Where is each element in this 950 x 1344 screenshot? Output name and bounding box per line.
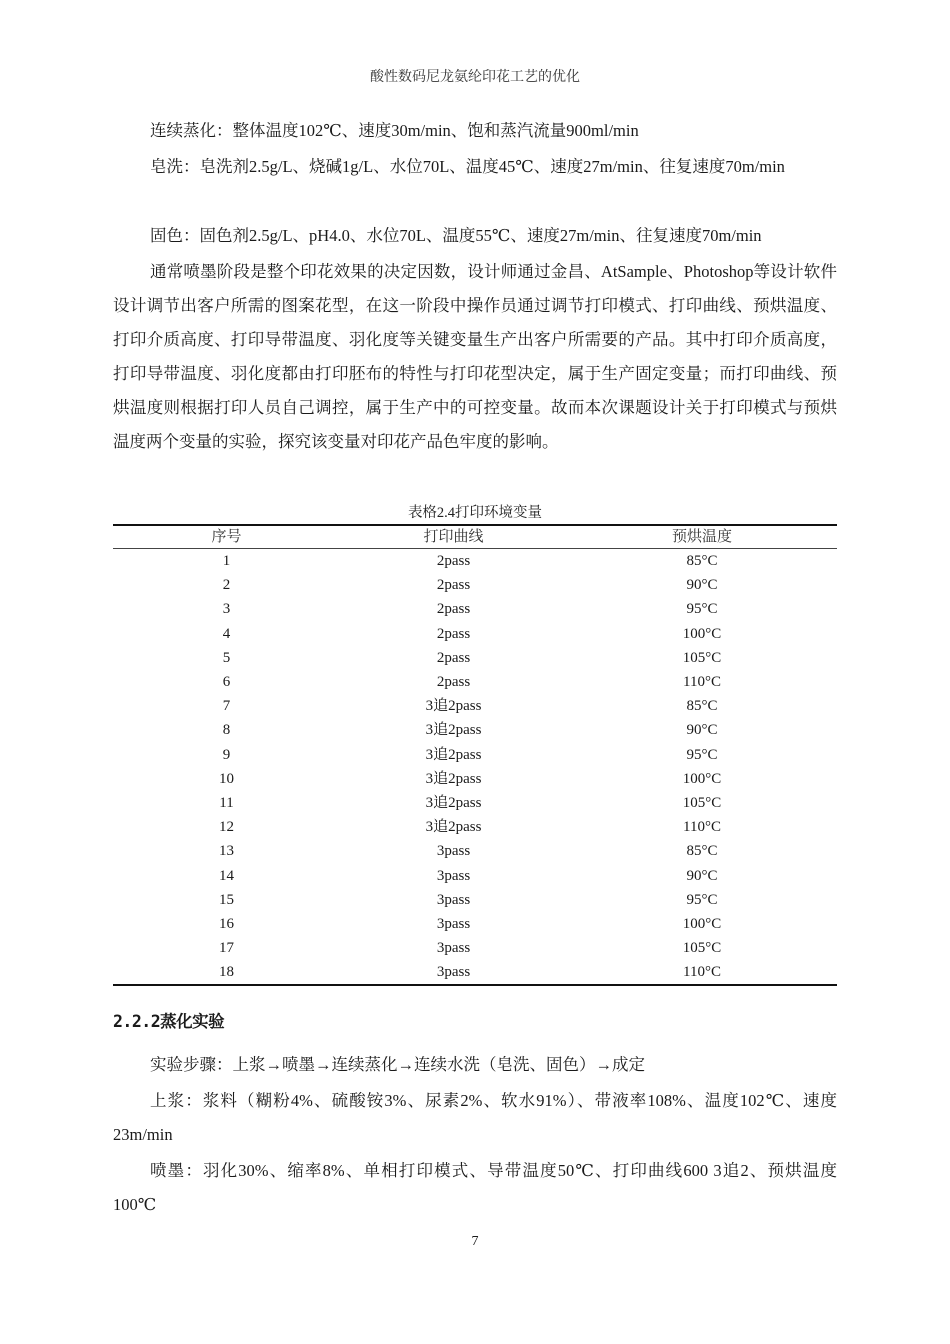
table-row <box>113 767 837 791</box>
table-row <box>113 912 837 936</box>
cell-prebake-temp: 110°C <box>683 674 721 691</box>
table-row <box>113 863 837 887</box>
table-row <box>113 646 837 670</box>
cell-print-curve: 3pass <box>436 964 471 981</box>
cell-index: 14 <box>219 867 234 884</box>
cell-print-curve: 3pass <box>436 867 471 884</box>
cell-index: 12 <box>219 819 234 836</box>
cell-prebake-temp: 90°C <box>686 867 718 884</box>
table-caption: 表格2.4打印环境变量 <box>407 505 543 521</box>
table-row <box>113 936 837 960</box>
cell-index: 17 <box>219 940 234 957</box>
table-row <box>113 815 837 839</box>
running-header: 酸性数码尼龙氨纶印花工艺的优化 <box>370 70 580 85</box>
cell-print-curve: 2pass <box>436 649 471 666</box>
page-number: 7 <box>471 1234 479 1249</box>
cell-print-curve: 3pass <box>436 843 471 860</box>
table-row <box>113 549 837 574</box>
cell-index: 7 <box>222 698 231 715</box>
cell-index: 10 <box>219 770 234 787</box>
column-header-index: 序号 <box>211 529 242 545</box>
cell-prebake-temp: 100°C <box>682 915 722 932</box>
cell-prebake-temp: 105°C <box>682 794 722 811</box>
paragraph-fixing: 固色：固色剂2.5g/L、pH4.0、水位70L、温度55℃、速度27m/min、往复速度70m/min <box>150 226 762 245</box>
table-row <box>113 573 837 597</box>
cell-index: 6 <box>222 674 231 691</box>
cell-prebake-temp: 85°C <box>686 698 718 715</box>
table-row <box>113 888 837 912</box>
cell-print-curve: 2pass <box>436 553 471 570</box>
cell-prebake-temp: 105°C <box>682 940 722 957</box>
cell-index: 18 <box>219 964 234 981</box>
cell-print-curve: 3pass <box>436 915 471 932</box>
cell-index: 16 <box>219 915 234 932</box>
cell-index: 1 <box>222 553 231 570</box>
column-header-prebake-temp: 预烘温度 <box>671 529 732 545</box>
print-environment-table <box>113 524 837 986</box>
cell-print-curve: 2pass <box>436 601 471 618</box>
cell-prebake-temp: 110°C <box>683 819 721 836</box>
cell-index: 2 <box>222 577 231 594</box>
cell-prebake-temp: 95°C <box>686 891 718 908</box>
cell-prebake-temp: 85°C <box>686 553 718 570</box>
paragraph-inkjet-intro: 通常喷墨阶段是整个印花效果的决定因数，设计师通过金昌、AtSample、Photoshop等设计软件设计调节出客户所需的图案花型，在这一阶段中操作员通过调节打印模式、打印曲线、预烘温度、打印介质高度、打印导带温度、羽化度等关键变量生产出客户所需要的产品。其中打印介质高度，打印导带温度、羽化度都由打印胚布的特性与打印花型决定，属于生产固定变量；而打印曲线、预烘温度则根据打印人员自己调控，属于生产中的可控变量。故而本次课题设计关于打印模式与预烘温度两个变量的实验，探究该变量对印花产品色牢度的影响。 <box>113 262 837 451</box>
paragraph-inkjet: 喷墨：羽化30%、缩率8%、单相打印模式、导带温度50℃、打印曲线600 3追2、预烘温度100℃ <box>113 1161 837 1214</box>
cell-index: 5 <box>222 649 231 666</box>
cell-print-curve: 2pass <box>436 577 471 594</box>
cell-print-curve: 3pass <box>436 940 471 957</box>
section-heading: 2.2.2蒸化实验 <box>113 1012 225 1031</box>
cell-print-curve: 3追2pass <box>425 698 482 715</box>
paragraph-steaming: 连续蒸化：整体温度102℃、速度30m/min、饱和蒸汽流量900ml/min <box>150 121 639 140</box>
cell-prebake-temp: 100°C <box>682 770 722 787</box>
cell-prebake-temp: 105°C <box>682 649 722 666</box>
table-row <box>113 597 837 621</box>
cell-print-curve: 2pass <box>436 674 471 691</box>
cell-prebake-temp: 90°C <box>686 722 718 739</box>
table-row <box>113 839 837 863</box>
cell-print-curve: 3追2pass <box>425 770 482 787</box>
cell-prebake-temp: 95°C <box>686 746 718 763</box>
cell-index: 4 <box>222 625 231 642</box>
cell-print-curve: 3pass <box>436 891 471 908</box>
paragraph-sizing: 上浆：浆料（糊粉4%、硫酸铵3%、尿素2%、软水91%）、带液率108%、温度102℃、速度23m/min <box>113 1091 837 1144</box>
cell-print-curve: 2pass <box>436 625 471 642</box>
cell-index: 9 <box>222 746 231 763</box>
table-row <box>113 791 837 815</box>
table-row <box>113 743 837 767</box>
cell-print-curve: 3追2pass <box>425 722 482 739</box>
cell-prebake-temp: 95°C <box>686 601 718 618</box>
cell-prebake-temp: 90°C <box>686 577 718 594</box>
table-row <box>113 960 837 985</box>
table-row <box>113 694 837 718</box>
column-header-print-curve: 打印曲线 <box>423 529 484 545</box>
cell-print-curve: 3追2pass <box>425 746 482 763</box>
cell-index: 15 <box>219 891 234 908</box>
table-row <box>113 622 837 646</box>
cell-index: 8 <box>222 722 231 739</box>
cell-print-curve: 3追2pass <box>425 794 482 811</box>
cell-index: 3 <box>222 601 231 618</box>
cell-index: 11 <box>219 794 234 811</box>
table-row <box>113 718 837 742</box>
table-row <box>113 670 837 694</box>
paragraph-soaping: 皂洗：皂洗剂2.5g/L、烧碱1g/L、水位70L、温度45℃、速度27m/min、往复速度70m/min <box>150 157 785 176</box>
paragraph-procedure: 实验步骤：上浆→喷墨→连续蒸化→连续水洗（皂洗、固色）→成定 <box>150 1055 645 1074</box>
cell-prebake-temp: 85°C <box>686 843 718 860</box>
cell-index: 13 <box>219 843 234 860</box>
cell-print-curve: 3追2pass <box>425 819 482 836</box>
cell-prebake-temp: 110°C <box>683 964 721 981</box>
cell-prebake-temp: 100°C <box>682 625 722 642</box>
table-header-row <box>113 525 837 549</box>
